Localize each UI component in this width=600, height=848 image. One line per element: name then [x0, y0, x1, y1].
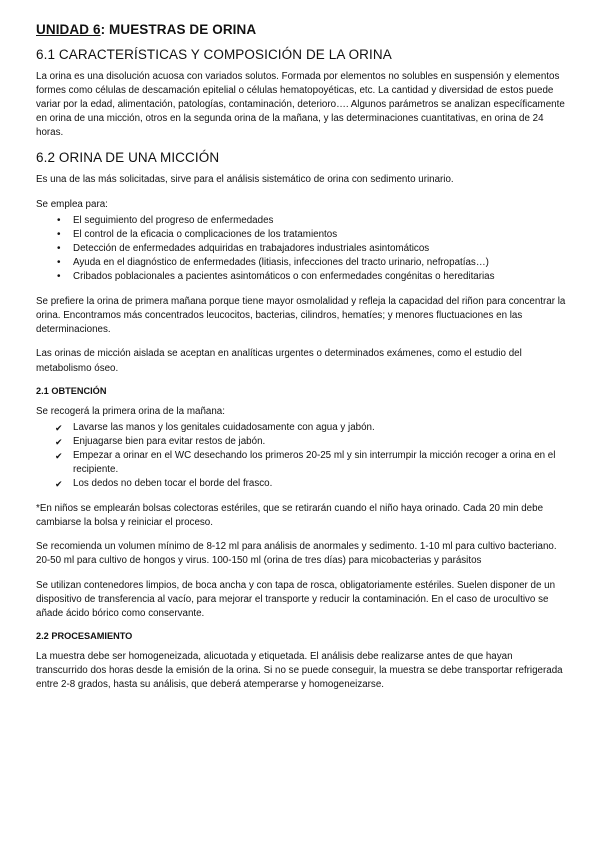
- uses-label: Se emplea para:: [36, 198, 108, 210]
- list-item: • El seguimiento del progreso de enfermedades: [36, 214, 566, 228]
- containers-paragraph: Se utilizan contenedores limpios, de boca ancha y con tapa de rosca, obligatoriamente estériles. Suelen disponer de un dispositivo de transferencia al vacío, para mejorar el transporte y reducir la contaminación. En el caso de urocultivo se añade ácido bórico como conservante.: [36, 579, 556, 619]
- unit-label: UNIDAD 6: [36, 22, 101, 37]
- uses-list: [36, 214, 566, 284]
- list-item: • El control de la eficacia o complicaciones de los tratamientos: [36, 228, 566, 242]
- section-2-2-heading: 2.2 PROCESAMIENTO: [36, 630, 133, 641]
- section-6-2-intro: Es una de las más solicitadas, sirve para el análisis sistemático de orina con sedimento urinario.: [36, 174, 454, 186]
- processing-paragraph: La muestra debe ser homogeneizada, alicuotada y etiquetada. El análisis debe realizarse antes de que hayan transcurrido dos horas desde la emisión de la orina. Si no se puede conseguir, la muestra se debe transportar refrigerada entre 2-8 grados, hasta su análisis, que deberá atemperarse y homogeneizarse.: [36, 650, 563, 690]
- steps-list: [36, 421, 566, 491]
- list-item: ✔ Los dedos no deben tocar el borde del frasco.: [36, 477, 566, 491]
- section-2-1-heading: 2.1 OBTENCIÓN: [36, 385, 107, 396]
- collect-label: Se recogerá la primera orina de la mañana:: [36, 405, 225, 417]
- children-paragraph: *En niños se emplearán bolsas colectoras estériles, que se retirarán cuando el niño haya orinado. Cada 20 min debe cambiarse la bolsa y reiniciar el proceso.: [36, 503, 544, 529]
- list-item: ✔ Empezar a orinar en el WC desechando los primeros 20-25 ml y sin interrumpir la micción recoger a orina en el recipiente.: [36, 449, 566, 477]
- list-item: • Cribados poblacionales a pacientes asintomáticos o con enfermedades congénitas o hereditarias: [36, 270, 566, 284]
- isolated-urine-paragraph: Las orinas de micción aislada se aceptan en analíticas urgentes o determinados exámenes, como el estudio del metabolismo óseo.: [36, 348, 522, 374]
- list-item: ✔ Enjuagarse bien para evitar restos de jabón.: [36, 435, 566, 449]
- volume-paragraph: Se recomienda un volumen mínimo de 8-12 ml para análisis de anormales y sedimento. 1-10 ml para cultivo bacteriano. 20-50 ml para cultivo de hongos y virus. 100-150 ml (orina de tres días) para micobacterias y parásitos: [36, 541, 557, 567]
- list-item: • Detección de enfermedades adquiridas en trabajadores industriales asintomáticos: [36, 242, 566, 256]
- unit-title: : MUESTRAS DE ORINA: [100, 22, 257, 37]
- section-6-1-heading: 6.1 CARACTERÍSTICAS Y COMPOSICIÓN DE LA ORINA: [36, 47, 392, 62]
- document-title: [36, 22, 566, 37]
- morning-urine-paragraph: Se prefiere la orina de primera mañana porque tiene mayor osmolalidad y refleja la capacidad del riñon para concentrar la orina. Encontramos más concentrados leucocitos, bacterias, cilindros, hematíes; y menores fluctuaciones en las determinaciones.: [36, 296, 566, 336]
- section-6-1-paragraph: La orina es una disolución acuosa con variados solutos. Formada por elementos no solubles en suspensión y elementos formes como células de descamación epitelial o células hematopoyéticas, etc. La cantidad y diversidad de estos puede variar por la edad, alimentación, patologías, contaminación, deterioro…. Algunos parámetros se analizan específicamente en orina de una micción, otros en la segunda orina de la mañana, y las determinaciones cuantitativas, en orina de 24 horas.: [36, 71, 565, 139]
- list-item: ✔ Lavarse las manos y los genitales cuidadosamente con agua y jabón.: [36, 421, 566, 435]
- section-6-2-heading: 6.2 ORINA DE UNA MICCIÓN: [36, 150, 220, 166]
- list-item: • Ayuda en el diagnóstico de enfermedades (litiasis, infecciones del tracto urinario, nefropatías…): [36, 256, 566, 270]
